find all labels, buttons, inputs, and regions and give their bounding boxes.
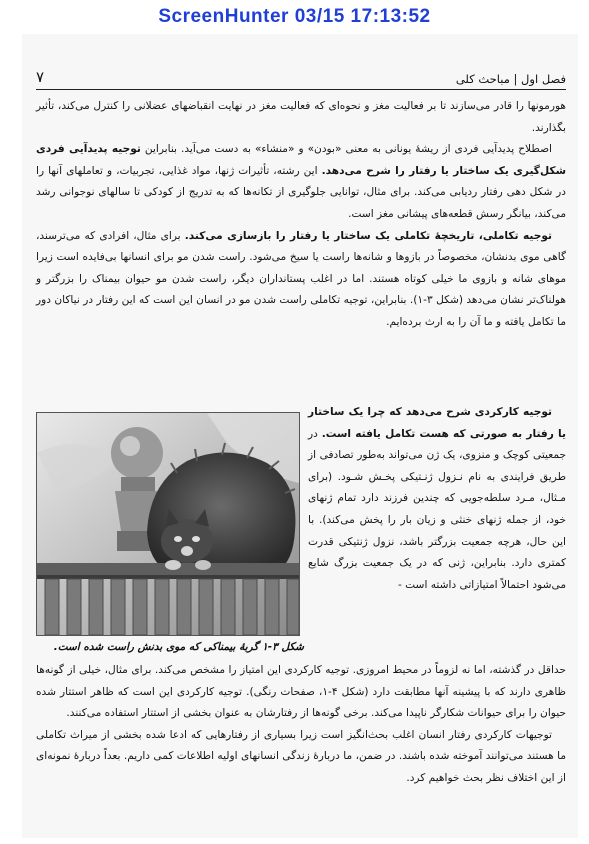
functional-definition: توجیه کارکردی شرح می‌دهد که چرا یک ساختار یا رفتار به صورتی که هست تکامل یافته است. bbox=[308, 406, 566, 440]
header-rule bbox=[36, 89, 566, 90]
page-number: ۷ bbox=[36, 68, 45, 86]
figure-caption: شکل ۳-۱ گربهٔ بیمناکی که موی بدنش راست شده است. bbox=[53, 641, 304, 653]
screenhunter-watermark: ScreenHunter 03/15 17:13:52 bbox=[158, 6, 431, 27]
ontogenetic-definition: توجیه پدیدآیی فردی شکل‌گیری یک ساختار یا رفتار را شرح می‌دهد. bbox=[36, 143, 566, 177]
bottom-text-block bbox=[36, 660, 566, 790]
paragraph-functional bbox=[308, 402, 566, 596]
paragraph-hormones: هورمونها را قادر می‌سازند تا بر فعالیت مغز و نحوه‌ای که فعالیت مغز در نهایت انقباضهای عضلانی را کنترل می‌کند، تأثیر بگذارند. bbox=[36, 100, 566, 134]
screenhunter-bar bbox=[0, 0, 589, 34]
cat-photo bbox=[36, 412, 300, 636]
ontogenetic-intro: اصطلاح پدیدآیی فردی از ریشهٔ یونانی به معنی «بودن» و «منشاء» به دست می‌آید. بنابراین bbox=[140, 143, 553, 156]
paragraph-ontogenetic bbox=[36, 139, 566, 225]
evolutionary-body: برای مثال، افرادی که می‌ترسند، گاهی موی بدنشان، مخصوصاً در بازوها و شانه‌ها راست یا سیخ می‌شود. راست شدن مو برای انسانها بی‌فایده است زیرا موهای شانه و بازوی ما خیلی کوتاه هستند. اما در اغلب پستانداران دیگر، راست شدن مو حیوان بیمناک را بزرگتر و هولناک‌تر نشان می‌دهد (شکل ۳-۱). بنابراین، توجیه تکاملی راست شدن مو در انسان این است که این رفتار در نیاکان دور ما تکامل یافته و ما آن را به ارث برده‌ایم. bbox=[36, 229, 566, 328]
evolutionary-definition: توجیه تکاملی، تاریخچهٔ تکاملی یک ساختار یا رفتار را بازسازی می‌کند. bbox=[184, 229, 552, 242]
side-text-block bbox=[308, 402, 566, 596]
cat-photo-svg bbox=[37, 413, 299, 635]
paragraph-functional-continued: حداقل در گذشته، اما نه لزوماً در محیط امروزی. توجیه کارکردی این امتیاز را مشخص می‌کند. برای مثال، خیلی از گونه‌ها ظاهری دارند که با پیشینه آنها مطابقت دارد (شکل ۴-۱، صفحات رنگی). توجیه کارکردی این است که ظاهر استتار شده حیوان را برای حیوانات شکارگر ناپیدا می‌کند. برخی گونه‌ها از رفتارشان به عنوان بخشی از استتار استفاده می‌کنند. bbox=[36, 664, 566, 720]
functional-body: در جمعیتی کوچک و منزوی، یک ژن می‌تواند به‌طور تصادفی از طریق فرایندی به نام نـزول ژنـتیکی پخـش شـود. (برای مـثال، مـرد سلطه‌جویی که چندین فرزند دارد تمام ژنهای خود، از جمله ژنهای خنثی و زیان بار را پخش می‌کند). با این حال، هرچه جمعیت بزرگتر باشد، نزول ژنتیکی قدرت کمتری دارد. بنابراین، ژنی که در یک جمعیت بزرگ شایع می‌شود احتمالاً امتیازاتی داشته است - bbox=[308, 427, 566, 591]
paragraph-human-behavior: توجیهات کارکردی رفتار انسان اغلب بحث‌انگیز است زیرا بسیاری از رفتارهایی که ادعا شده بخشی از میراث تکاملی ما هستند می‌توانند آموخته شده باشند. در ضمن، ما دربارهٔ زندگی انسانهای اولیه اطلاعات کمی داریم. بعداً دربارهٔ نمونه‌ای از این اختلاف نظر بحث خواهیم کرد. bbox=[36, 728, 566, 784]
page-header bbox=[36, 64, 566, 86]
book-page bbox=[22, 34, 578, 838]
chapter-title: فصل اول | مباحث کلی bbox=[455, 72, 566, 86]
top-text-block bbox=[36, 96, 566, 334]
paragraph-evolutionary bbox=[36, 226, 566, 334]
ontogenetic-body: این رشته، تأثیرات ژنها، مواد غذایی، تجربیات، و تعاملهای آنها را در شکل دهی رفتار ردیابی می‌کند. برای مثال، توانایی جلوگیری از تکانه‌ها که به تدریج از کودکی تا سالهای نوجوانی رشد می‌کند، بیانگر رسش قطعه‌های پیشانی مغز است. bbox=[36, 164, 566, 220]
